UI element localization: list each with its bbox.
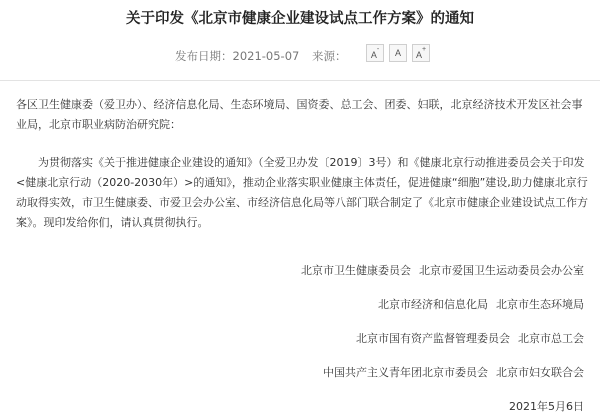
header-divider xyxy=(0,80,600,81)
signatory: 北京市生态环境局 xyxy=(496,298,584,311)
plus-icon: + xyxy=(421,46,427,53)
font-decrease-button[interactable] xyxy=(366,44,384,62)
font-increase-button[interactable] xyxy=(412,44,430,62)
signatory: 北京市爱国卫生运动委员会办公室 xyxy=(419,264,584,277)
signatory-row xyxy=(378,296,584,314)
addressee-paragraph: 各区卫生健康委（爱卫办）、经济信息化局、生态环境局、国资委、总工会、团委、妇联，北京经济技术开发区社会事业局，北京市职业病防治研究院： xyxy=(16,98,583,131)
signatory-row xyxy=(323,364,584,382)
signatory: 中国共产主义青年团北京市委员会 xyxy=(323,366,488,379)
signatory-row xyxy=(301,262,584,280)
page-title: 关于印发《北京市健康企业建设试点工作方案》的通知 xyxy=(126,11,474,27)
signatory: 北京市妇女联合会 xyxy=(496,366,584,379)
minus-icon: - xyxy=(376,46,380,53)
signatory: 北京市经济和信息化局 xyxy=(378,298,488,311)
signatory: 北京市总工会 xyxy=(518,332,584,345)
signatory: 北京市卫生健康委员会 xyxy=(301,264,411,277)
signatory: 北京市国有资产监督管理委员会 xyxy=(356,332,510,345)
publish-date: 发布日期：2021-05-07 xyxy=(175,49,300,63)
font-reset-label: A xyxy=(394,48,401,58)
font-decrease-label: A xyxy=(370,50,377,60)
font-increase-label: A xyxy=(415,50,422,60)
font-reset-button[interactable] xyxy=(389,44,407,62)
source-label: 来源： xyxy=(312,49,347,63)
article-meta xyxy=(0,44,600,68)
signatory-row xyxy=(356,330,584,348)
body-paragraph: 为贯彻落实《关于推进健康企业建设的通知》（全爱卫办发〔2019〕3号）和《健康北京行动推进委员会关于印发<健康北京行动（2020-2030年）>的通知》，推动企业落实职业健康主体责任，促进健康“细胞”建设,助力健康北京行动取得实效，市卫生健康委、市爱卫会办公室、市经济信息化局等八部门联合制定了《北京市健康企业建设试点工作方案》。现印发给你们，请认真贯彻执行。 xyxy=(16,156,588,229)
sign-date: 2021年5月6日 xyxy=(509,400,584,413)
